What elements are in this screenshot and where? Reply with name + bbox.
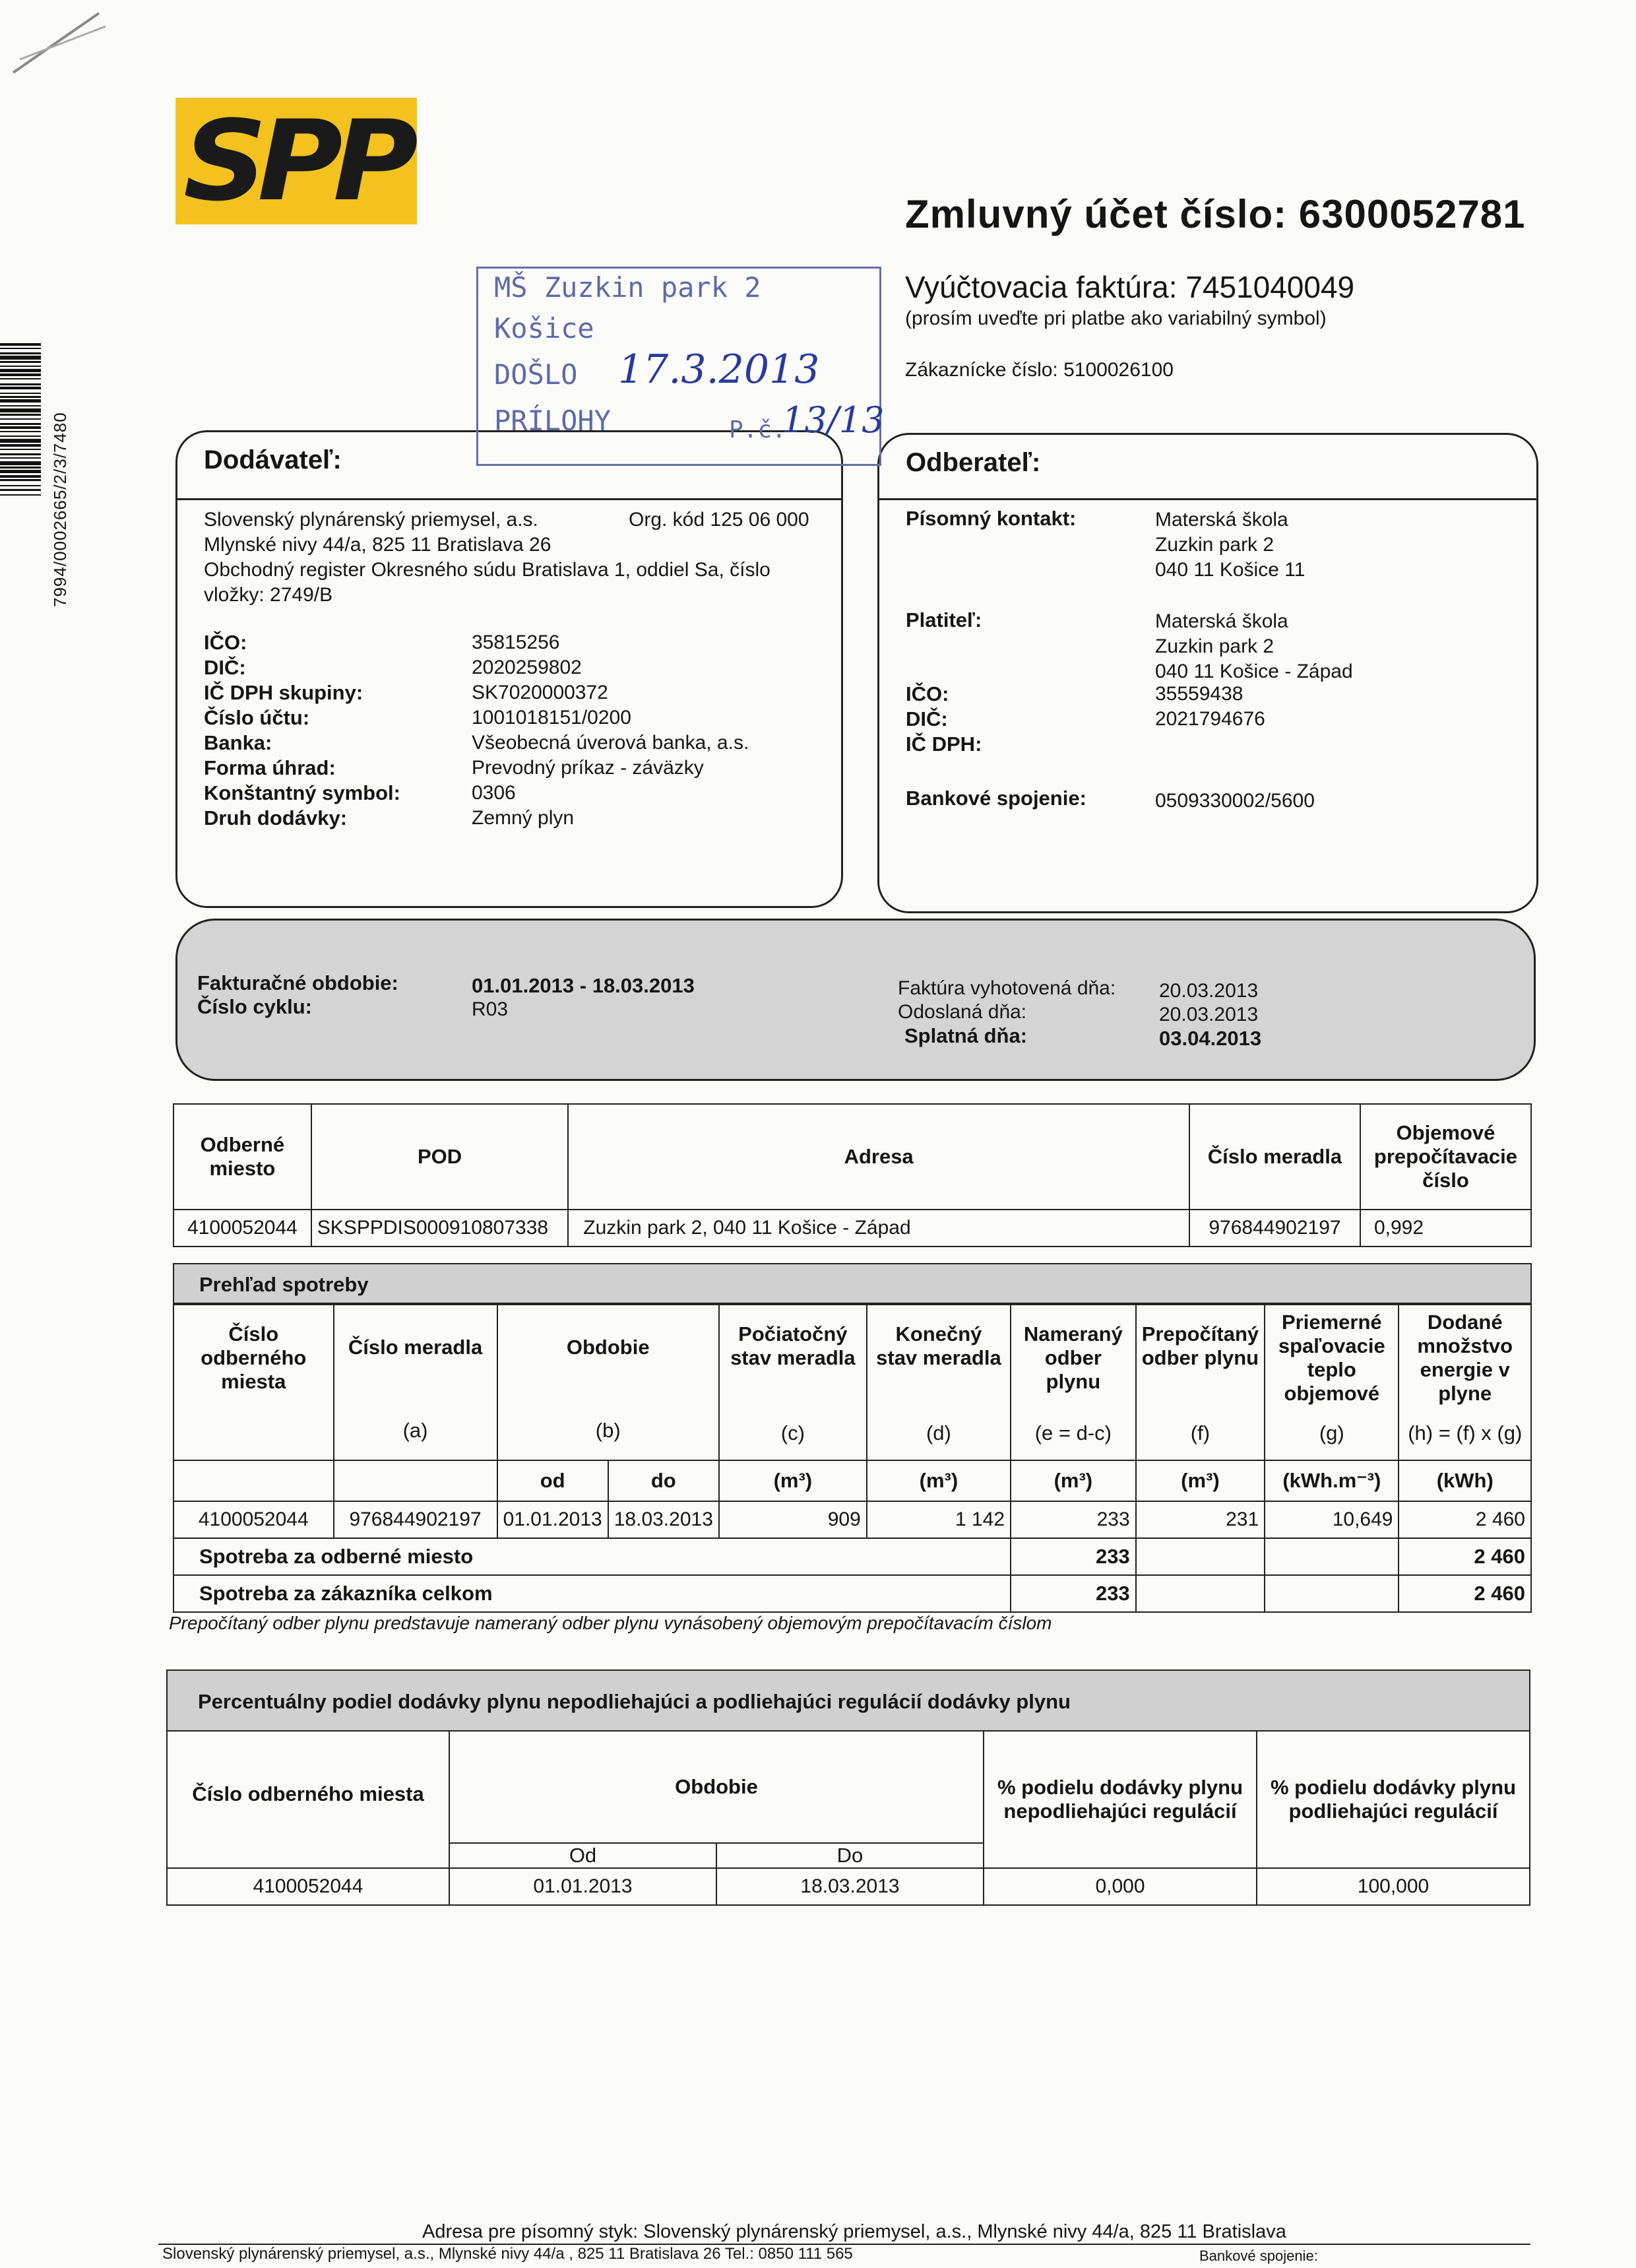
dic-label: DIČ: bbox=[906, 707, 948, 730]
col-header bbox=[497, 1303, 719, 1460]
consumption-title-bar bbox=[173, 1263, 1532, 1305]
col-header bbox=[334, 1303, 497, 1460]
stamp-handwritten-number: 13/13 bbox=[782, 399, 885, 441]
supplier-box bbox=[175, 430, 843, 908]
payer-line: Zuzkin park 2 bbox=[1155, 635, 1274, 657]
supplier-field-value: Prevodný príkaz - záväzky bbox=[472, 757, 704, 779]
table-cell bbox=[334, 1460, 497, 1501]
icdph-label: IČ DPH: bbox=[906, 732, 982, 756]
col-header: Číslo meradla bbox=[1189, 1104, 1360, 1210]
contact-label: Písomný kontakt: bbox=[906, 507, 1077, 530]
issued-label: Faktúra vyhotovená dňa: bbox=[898, 977, 1116, 999]
consumption-table bbox=[173, 1303, 1532, 1613]
supplier-field-value: SK7020000372 bbox=[472, 682, 608, 703]
supplier-register: Obchodný register Okresného súdu Bratislava 1, oddiel Sa, číslo bbox=[204, 559, 771, 581]
due-label: Splatná dňa: bbox=[904, 1024, 1028, 1047]
supplier-field-label: Druh dodávky: bbox=[204, 806, 348, 829]
contract-number: Zmluvný účet číslo: 6300052781 bbox=[905, 192, 1526, 236]
stamp-pc: P.č. bbox=[729, 416, 786, 443]
ico-label: IČO: bbox=[906, 682, 949, 705]
col-letter: (f) bbox=[1190, 1421, 1211, 1444]
footer-address: Adresa pre písomný styk: Slovenský plynárenský priemysel, a.s., Mlynské nivy 44/a, 825 11 Bratislava bbox=[422, 2221, 1286, 2242]
supplier-field-label: Konštantný symbol: bbox=[204, 781, 400, 804]
billing-label: Fakturačné obdobie: bbox=[197, 971, 398, 994]
unit-header: (kWh.m⁻³) bbox=[1265, 1460, 1399, 1501]
supplier-org-code: Org. kód 125 06 000 bbox=[629, 509, 809, 531]
col-header: POD bbox=[311, 1104, 569, 1210]
stamp-line: DOŠLO bbox=[494, 358, 578, 391]
stamp-handwritten-date: 17.3.2013 bbox=[618, 346, 820, 393]
unit-header: (m³) bbox=[719, 1460, 867, 1501]
supplier-register-2: vložky: 2749/B bbox=[204, 584, 333, 606]
supplier-field-label: Číslo účtu: bbox=[204, 706, 310, 729]
table-cell bbox=[1136, 1575, 1265, 1612]
payer-line: Materská škola bbox=[1155, 610, 1288, 632]
sum-total-label: Spotreba za zákazníka celkom bbox=[173, 1575, 1011, 1612]
col-header-text: Priemerné spaľovacie teplo objemové bbox=[1278, 1311, 1385, 1405]
sub-header-do: Do bbox=[716, 1843, 984, 1868]
supplier-field-value: Všeobecná úverová banka, a.s. bbox=[472, 732, 749, 754]
col-header: Odberné miesto bbox=[173, 1104, 311, 1210]
sum-place-e: 233 bbox=[1011, 1538, 1136, 1575]
table-cell: 231 bbox=[1136, 1501, 1265, 1538]
sum-total-h: 2 460 bbox=[1399, 1575, 1531, 1612]
col-header: Číslo odberného miesta bbox=[173, 1303, 334, 1460]
footer-bank: Bankové spojenie: bbox=[1199, 2248, 1318, 2264]
col-header: % podielu dodávky plynu nepodliehajúci regulácií bbox=[984, 1731, 1257, 1868]
payer-line: 040 11 Košice - Západ bbox=[1155, 661, 1353, 682]
col-header-text: Číslo meradla bbox=[348, 1336, 483, 1359]
col-header: Adresa bbox=[568, 1104, 1189, 1210]
unit-header: (m³) bbox=[867, 1460, 1011, 1501]
col-header: Objemové prepočítavacie číslo bbox=[1360, 1104, 1531, 1210]
customer-id-values bbox=[1155, 682, 1265, 732]
table-cell: 01.01.2013 bbox=[449, 1868, 716, 1905]
invoice-number: Vyúčtovacia faktúra: 7451040049 bbox=[905, 270, 1355, 304]
contact-line: Materská škola bbox=[1155, 509, 1288, 531]
consumption-title: Prehľad spotreby bbox=[199, 1273, 369, 1296]
sub-header-od: Od bbox=[449, 1843, 716, 1868]
supplier-field-value: 35815256 bbox=[472, 632, 560, 653]
col-header: Číslo odberného miesta bbox=[167, 1731, 449, 1868]
sub-header-od: od bbox=[497, 1460, 608, 1501]
col-header bbox=[1399, 1303, 1531, 1460]
staple-mark bbox=[7, 7, 106, 79]
sum-place-h: 2 460 bbox=[1399, 1538, 1531, 1575]
sent-value: 20.03.2013 bbox=[1159, 1004, 1259, 1025]
barcode-number: 7994/0002665/2/3/7480 bbox=[50, 412, 70, 607]
sum-total-e: 233 bbox=[1011, 1575, 1136, 1612]
table-cell: 0,000 bbox=[984, 1868, 1257, 1905]
col-header-text: Konečný stav meradla bbox=[876, 1322, 1001, 1369]
sum-place-label: Spotreba za odberné miesto bbox=[173, 1538, 1011, 1575]
dic-value: 2021794676 bbox=[1155, 708, 1265, 730]
table-cell: 2 460 bbox=[1399, 1501, 1531, 1538]
due-value: 03.04.2013 bbox=[1159, 1027, 1262, 1050]
col-header bbox=[1265, 1303, 1399, 1460]
spp-logo: SPP bbox=[175, 98, 417, 224]
col-header: Obdobie bbox=[449, 1731, 984, 1843]
bank-value: 0509330002/5600 bbox=[1155, 790, 1315, 812]
unit-header: (kWh) bbox=[1399, 1460, 1531, 1501]
table-cell bbox=[1265, 1538, 1399, 1575]
customer-id-labels bbox=[906, 682, 982, 757]
supplier-address: Mlynské nivy 44/a, 825 11 Bratislava 26 bbox=[204, 534, 551, 556]
col-header bbox=[867, 1303, 1011, 1460]
col-letter: (g) bbox=[1319, 1421, 1344, 1444]
customer-box bbox=[877, 433, 1538, 913]
payer-address bbox=[1155, 609, 1353, 684]
barcode-bar bbox=[0, 496, 41, 498]
billing-value: 01.01.2013 - 18.03.2013 bbox=[472, 974, 695, 997]
customer-heading: Odberateľ: bbox=[906, 448, 1041, 477]
supplier-fields bbox=[204, 630, 400, 831]
supplier-values bbox=[472, 630, 749, 831]
share-title: Percentuálny podiel dodávky plynu nepodliehajúci a podliehajúci regulácií dodávky plynu bbox=[198, 1690, 1071, 1713]
contact-address bbox=[1155, 507, 1305, 583]
col-letter: (c) bbox=[780, 1421, 805, 1444]
bank-label: Bankové spojenie: bbox=[906, 787, 1086, 810]
cycle-value: R03 bbox=[472, 998, 509, 1020]
col-header bbox=[1011, 1303, 1136, 1460]
footer-company: Slovenský plynárenský priemysel, a.s., Mlynské nivy 44/a , 825 11 Bratislava 26 Tel.: 0850 111 565 bbox=[162, 2245, 853, 2263]
supplier-field-value: 2020259802 bbox=[472, 657, 582, 678]
payer-label: Platiteľ: bbox=[906, 608, 982, 632]
supplier-field-value: 1001018151/0200 bbox=[472, 707, 631, 729]
received-stamp bbox=[476, 267, 885, 466]
supply-point-table bbox=[173, 1103, 1532, 1247]
table-cell: 18.03.2013 bbox=[608, 1501, 719, 1538]
table-cell bbox=[1265, 1575, 1399, 1612]
table-cell: 976844902197 bbox=[334, 1501, 497, 1538]
col-letter: (e = d-c) bbox=[1034, 1421, 1112, 1444]
ico-value: 35559438 bbox=[1155, 683, 1243, 705]
table-cell: 0,992 bbox=[1360, 1210, 1531, 1247]
table-cell: 4100052044 bbox=[173, 1501, 334, 1538]
contact-line: Zuzkin park 2 bbox=[1155, 534, 1274, 556]
col-letter: (a) bbox=[402, 1419, 428, 1442]
stamp-line: Košice bbox=[494, 312, 594, 344]
table-cell bbox=[173, 1460, 334, 1501]
supplier-field-value: 0306 bbox=[472, 782, 516, 804]
table-cell: 909 bbox=[719, 1501, 867, 1538]
table-cell: 18.03.2013 bbox=[716, 1868, 984, 1905]
supplier-field-value: Zemný plyn bbox=[472, 807, 575, 829]
supplier-name: Slovenský plynárenský priemysel, a.s. bbox=[204, 509, 538, 531]
customer-number: Zákaznícke číslo: 5100026100 bbox=[905, 359, 1174, 381]
col-header-text: Dodané množstvo energie v plyne bbox=[1417, 1311, 1513, 1405]
supplier-heading: Dodávateľ: bbox=[204, 445, 342, 474]
sent-label: Odoslaná dňa: bbox=[898, 1001, 1027, 1023]
col-header bbox=[719, 1303, 867, 1460]
stamp-line: PRÍLOHY bbox=[494, 405, 612, 437]
col-header-text: Nameraný odber plynu bbox=[1023, 1322, 1123, 1393]
barcode bbox=[0, 343, 41, 666]
table-cell: 4100052044 bbox=[167, 1868, 449, 1905]
supplier-field-label: IČ DPH skupiny: bbox=[204, 681, 363, 704]
table-cell bbox=[1136, 1538, 1265, 1575]
sub-header-do: do bbox=[608, 1460, 719, 1501]
table-cell: 4100052044 bbox=[173, 1210, 311, 1247]
col-letter: (h) = (f) x (g) bbox=[1408, 1421, 1523, 1444]
table-cell: 01.01.2013 bbox=[497, 1501, 608, 1538]
cycle-label: Číslo cyklu: bbox=[197, 995, 312, 1018]
table-cell: 1 142 bbox=[867, 1501, 1011, 1538]
col-header-text: Počiatočný stav meradla bbox=[730, 1322, 856, 1369]
table-cell: 10,649 bbox=[1265, 1501, 1399, 1538]
stamp-line: MŠ Zuzkin park 2 bbox=[494, 271, 761, 304]
unit-header: (m³) bbox=[1136, 1460, 1265, 1501]
table-cell: 233 bbox=[1011, 1501, 1136, 1538]
table-cell: 100,000 bbox=[1257, 1868, 1530, 1905]
share-title-bar bbox=[166, 1669, 1530, 1732]
contact-line: 040 11 Košice 11 bbox=[1155, 559, 1306, 581]
invoice-note: (prosím uveďte pri platbe ako variabilný symbol) bbox=[905, 308, 1327, 329]
col-letter: (b) bbox=[595, 1419, 621, 1442]
supplier-field-label: IČO: bbox=[204, 631, 247, 654]
table-cell: Zuzkin park 2, 040 11 Košice - Západ bbox=[568, 1210, 1189, 1247]
issued-value: 20.03.2013 bbox=[1159, 980, 1259, 1002]
supplier-field-label: Forma úhrad: bbox=[204, 756, 336, 779]
unit-header: (m³) bbox=[1011, 1460, 1136, 1501]
col-letter: (d) bbox=[926, 1421, 951, 1444]
col-header-text: Obdobie bbox=[566, 1336, 650, 1359]
supplier-field-label: DIČ: bbox=[204, 656, 246, 679]
table-cell: 976844902197 bbox=[1189, 1210, 1360, 1247]
share-table bbox=[166, 1730, 1530, 1906]
billing-period-box bbox=[175, 919, 1536, 1081]
col-header-text: Prepočítaný odber plynu bbox=[1141, 1322, 1259, 1369]
col-header: % podielu dodávky plynu podliehajúci regulácií bbox=[1257, 1731, 1530, 1868]
supplier-field-label: Banka: bbox=[204, 731, 272, 754]
col-header bbox=[1136, 1303, 1265, 1460]
consumption-note: Prepočítaný odber plynu predstavuje nameraný odber plynu vynásobený objemovým prepočítavacím číslom bbox=[169, 1613, 1052, 1633]
table-cell: SKSPPDIS000910807338 bbox=[311, 1210, 569, 1247]
